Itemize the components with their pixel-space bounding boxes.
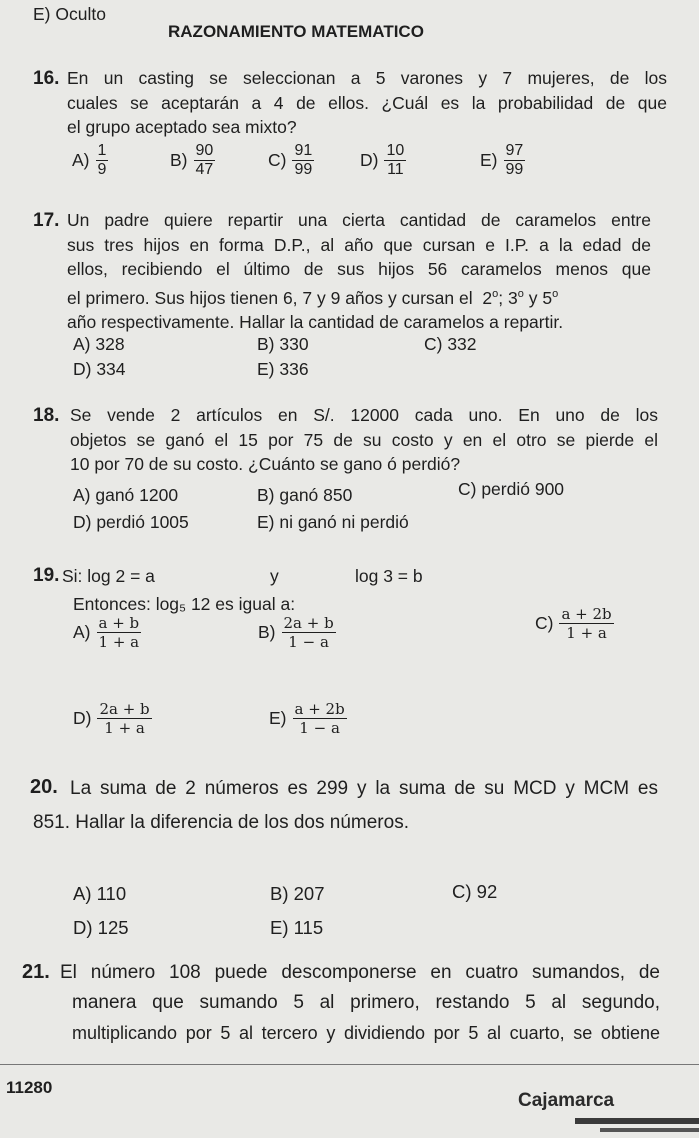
q19-option-d: D) $\frac{2a + b}{1 + a}$ [73,700,150,737]
q19-given-2: log 3 = b [355,566,423,586]
q18-line-2: objetos se ganó el 15 por 75 de su costo y en el otro se pierde el [70,429,658,450]
q16-b-den: 47 [195,161,214,178]
q20-option-e: E) 115 [270,917,324,938]
q17-text [67,208,651,334]
q17-line-4: el primero. Sus hijos tienen 6, 7 y 9 años y cursan el 2$^o$; 3$^o$ y 5$^o$ [67,287,559,308]
q16-text [67,66,667,140]
q18-line-1: Se vende 2 artículos en S/. 12000 cada uno. En uno de los [70,405,658,425]
q21-line-2: manera que sumando 5 al primero, restando 5 al segundo, [72,992,660,1013]
q19-option-b: B) $\frac{2a + b}{1 - a}$ [258,614,334,651]
q21-line-3: multiplicando por 5 al tercero y dividiendo por 5 al cuarto, se obtiene [72,1023,660,1043]
q19-connector: y [270,566,279,586]
q17-option-c: C) 332 [424,334,477,354]
q16-b-num: 90 [195,142,214,159]
q20-line-1: La suma de 2 números es 299 y la suma de su MCD y MCM es [70,778,658,799]
q20-line-2: 851. Hallar la diferencia de los dos números. [33,812,409,833]
q16-d-num: 10 [386,142,405,159]
q21-line-1: El número 108 puede descomponerse en cuatro sumandos, de [60,962,660,983]
q18-option-d: D) perdió 1005 [73,512,189,532]
q17-line-5: año respectivamente. Hallar la cantidad de caramelos a repartir. [67,311,564,332]
q20-option-a: A) 110 [73,883,127,904]
q18-option-e: E) ni ganó ni perdió [257,512,409,532]
q16-c-num: 91 [294,142,313,159]
footer-divider [0,1064,699,1065]
q18-option-b: B) ganó 850 [257,485,353,505]
footer-brand: Cajamarca [518,1090,615,1111]
q21-text [60,958,660,1048]
q16-e-den: 99 [505,161,524,178]
previous-option-e: E) Oculto [33,4,106,24]
q19-option-a: A) $\frac{a + b}{1 + a}$ [73,614,140,651]
q19-option-e: E) $\frac{a + 2b}{1 - a}$ [269,700,345,737]
q16-line-2: cuales se aceptarán a 4 de ellos. ¿Cuál es la probabilidad de que [67,92,667,113]
q19-b-den: 1 − a [288,633,329,651]
q17-grade-3: y 5 [528,287,553,308]
q18-option-c: C) perdió 900 [458,479,565,499]
section-title: RAZONAMIENTO MATEMATICO [168,22,424,41]
q18-number: 18. [33,405,60,426]
q17-number: 17. [33,210,60,231]
q16-a-den: 9 [97,161,107,178]
q16-d-den: 11 [387,161,404,178]
q17-option-b: B) 330 [257,334,309,354]
q19-e-den: 1 − a [299,719,340,737]
q19-c-den: 1 + a [566,624,607,642]
q17-line-1: Un padre quiere repartir una cierta cantidad de caramelos entre [67,210,651,230]
q20-number: 20. [30,776,58,798]
footer-brand-bar [575,1118,699,1124]
q18-option-a: A) ganó 1200 [73,485,179,505]
q16-option-c: C) $\frac{91}{99}$ [268,142,313,178]
q19-b-num: 2a + b [283,614,334,632]
q19-a-num: a + b [98,614,140,632]
q19-d-den: 1 + a [104,719,145,737]
q16-number: 16. [33,68,60,89]
q17-line-3: ellos, recibiendo el último de sus hijos 56 caramelos menos que [67,259,651,279]
q19-option-c: C) $\frac{a + 2b}{1 + a}$ [535,605,612,642]
q19-a-den: 1 + a [98,633,140,651]
q19-c-num: a + 2b [561,605,612,623]
q17-option-d: D) 334 [73,359,126,379]
footer-code: 11280 [6,1078,53,1097]
q19-given-1: Si: log 2 = a [62,566,155,586]
q19-number: 19. [33,565,60,586]
q17-line-2: sus tres hijos en forma D.P., al año que cursan e I.P. a la edad de [67,234,651,255]
q20-option-c: C) 92 [452,881,498,902]
q16-option-d: D) $\frac{10}{11}$ [360,142,405,178]
q20-option-b: B) 207 [270,883,325,904]
q16-option-e: E) $\frac{97}{99}$ [480,142,524,178]
q16-line-3: el grupo aceptado sea mixto? [67,117,297,137]
q19-e-num: a + 2b [294,700,345,718]
q20-option-d: D) 125 [73,917,129,938]
q17-grade-1: 2 [482,287,493,308]
q16-option-b: B) $\frac{90}{47}$ [170,142,214,178]
q16-c-den: 99 [294,161,313,178]
q16-line-1: En un casting se seleccionan a 5 varones y 7 mujeres, de los [67,68,667,88]
footer-brand-bar-2 [600,1128,699,1132]
q18-text [70,403,658,477]
q16-e-num: 97 [505,142,524,159]
q16-option-a: A) $\frac{1}{9}$ [72,142,107,178]
q17-grade-2: 3 [507,287,518,308]
q16-a-num: 1 [97,142,107,159]
q17-option-a: A) 328 [73,334,125,354]
q19-d-num: 2a + b [99,700,150,718]
q17-option-e: E) 336 [257,359,309,379]
q19-prompt: Entonces: log₅ 12 es igual a: [73,594,296,614]
q18-line-3: 10 por 70 de su costo. ¿Cuánto se gano ó perdió? [70,454,461,474]
q21-number: 21. [22,961,50,983]
